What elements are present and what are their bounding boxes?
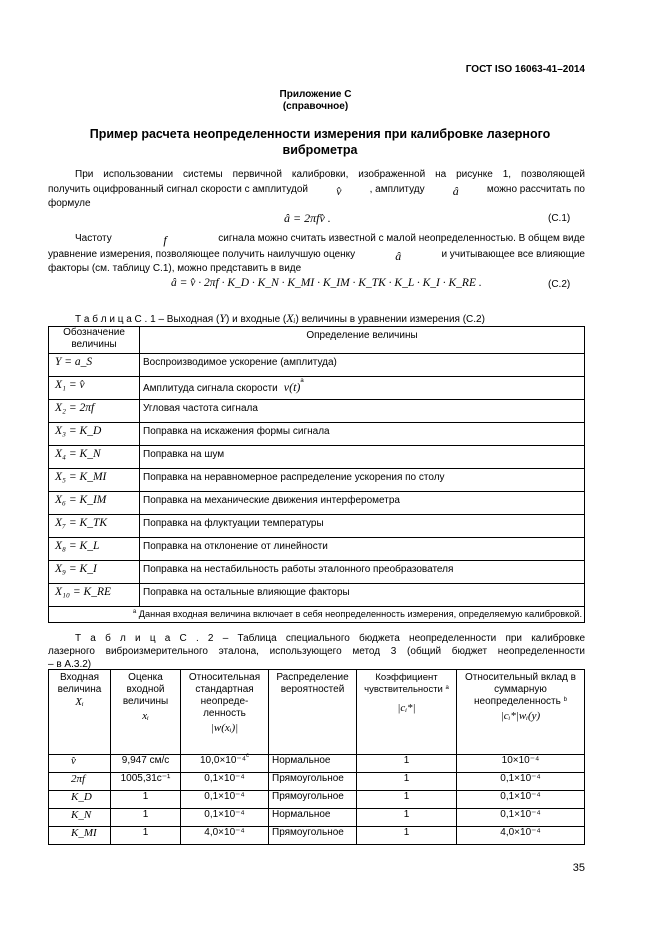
table2-coefficient-text: 1 [403, 791, 410, 802]
table1-caption-b: ) и входные ( [226, 314, 287, 325]
table1-caption-x: Xᵢ [286, 311, 296, 325]
table2-estimate [111, 773, 181, 791]
table1-footnote [49, 607, 585, 623]
table1-definition [140, 469, 585, 492]
table1-definition-text: Поправка на нестабильность работы эталонного преобразователя [143, 564, 454, 575]
table2-estimate-text: 1 [142, 827, 149, 838]
table2-h1 [49, 670, 111, 755]
para2-line1 [75, 233, 585, 248]
equation-c1: â = 2πfv̂ . [284, 211, 331, 225]
table1-definition-mark: a [300, 378, 304, 384]
para1-line1: При использовании системы первичной калибровки, изображенной на рисунке 1, позволяющей [75, 169, 585, 180]
table2-h1-sym: Xᵢ [75, 696, 84, 708]
table1-definition [140, 377, 585, 400]
table1-symbol: X₇ = K_TK [49, 515, 140, 538]
table2-uncertainty-text: 0,1×10⁻⁴ [204, 791, 245, 802]
annex-subtitle: (справочное) [282, 101, 349, 112]
table2-contribution [457, 809, 585, 827]
table2-symbol [49, 773, 111, 791]
page-number: 35 [572, 862, 585, 874]
table2-h4-label: Распределение вероятностей [276, 672, 349, 695]
table2-contribution [457, 773, 585, 791]
table2-h1-label: Входная величина [57, 672, 102, 695]
table2-coefficient-text: 1 [403, 773, 410, 784]
table2-estimate [111, 791, 181, 809]
table2-uncertainty-text: 4,0×10⁻⁴ [204, 827, 245, 838]
table1-row [49, 469, 585, 492]
table2-coefficient [357, 755, 457, 773]
table1-definition-text: Воспроизводимое ускорение (амплитуда) [143, 357, 337, 368]
table1-col1-header: Обозначение величины [49, 327, 140, 354]
table2-h6-mark: b [563, 697, 567, 703]
table2-contribution-text: 0,1×10⁻⁴ [500, 809, 541, 820]
table2-distribution-text: Нормальное [272, 809, 331, 820]
table2-symbol-text: v̂ [71, 755, 76, 767]
table1-definition [140, 354, 585, 377]
table1-row [49, 377, 585, 400]
table2-estimate-text: 1005,31c⁻¹ [120, 773, 171, 784]
table1-definition [140, 515, 585, 538]
equation-c2: â = v̂ · 2πf · K_D · K_N · K_MI · K_IM · K_TK · K_L · K_I · K_RE . [171, 277, 482, 289]
table1-row [49, 584, 585, 607]
table1-row [49, 561, 585, 584]
table2-distribution [269, 755, 357, 773]
para2-line2-a: уравнение измерения, позволяющее получить наилучшую оценку [48, 249, 356, 260]
table2-symbol-text: K_MI [71, 827, 97, 839]
table2-uncertainty-mark: c [246, 753, 249, 759]
table1-symbol: X₂ = 2πf [49, 400, 140, 423]
table1-definition [140, 423, 585, 446]
table2-coefficient [357, 809, 457, 827]
table2-estimate [111, 755, 181, 773]
para2-line2 [48, 249, 585, 264]
heading-line1: Пример расчета неопределенности измерения при калибровке лазерного [89, 127, 551, 141]
table1-symbol: X₅ = K_MI [49, 469, 140, 492]
table2-coefficient-text: 1 [403, 809, 410, 820]
table1-symbol: X₉ = K_I [49, 561, 140, 584]
table2-contribution-text: 10×10⁻⁴ [501, 755, 540, 766]
table1-definition-text: Поправка на шум [143, 449, 225, 460]
heading-line2: виброметра [282, 143, 358, 157]
table2-uncertainty [181, 791, 269, 809]
table1-definition [140, 538, 585, 561]
table1-col2-header: Определение величины [140, 327, 585, 354]
table2-coefficient-text: 1 [403, 755, 410, 766]
table2-h5 [357, 670, 457, 755]
table2-symbol-text: K_D [71, 791, 92, 803]
table2-symbol-text: K_N [71, 809, 92, 821]
table1-row [49, 538, 585, 561]
var-a-hat: â [452, 184, 459, 198]
table2-uncertainty [181, 773, 269, 791]
table2-contribution [457, 755, 585, 773]
table1-row [49, 446, 585, 469]
table2-row [49, 809, 585, 827]
table2-contribution-text: 4,0×10⁻⁴ [500, 827, 541, 838]
table2-h3-sym: |w(xᵢ)| [210, 722, 239, 734]
table2-h6-label: Относительный вклад в суммарную неопределенность [465, 672, 576, 707]
table2-contribution-text: 0,1×10⁻⁴ [500, 773, 541, 784]
var-f: f [163, 233, 167, 247]
table2-row [49, 791, 585, 809]
table2-coefficient [357, 827, 457, 845]
table2-h5-sym: |cᵢ*| [397, 702, 416, 714]
table2-caption-line3: – в А.3.2) [48, 659, 92, 670]
para2-line2-b: и учитывающее все влияющие [441, 249, 585, 260]
table1-row [49, 515, 585, 538]
table1-definition [140, 400, 585, 423]
table2-distribution [269, 791, 357, 809]
table1-symbol: X₆ = K_IM [49, 492, 140, 515]
para1-line2-b: , амплитуду [369, 184, 425, 195]
var-v-hat: v̂ [336, 184, 342, 198]
table1-definition-text: Поправка на искажения формы сигнала [143, 426, 330, 437]
table1-row [49, 354, 585, 377]
table2-uncertainty-text: 0,1×10⁻⁴ [204, 809, 245, 820]
table1-definition-text: Угловая частота сигнала [143, 403, 258, 414]
table2-h4 [269, 670, 357, 755]
table2-row [49, 773, 585, 791]
table2-symbol [49, 809, 111, 827]
table1-definition [140, 446, 585, 469]
table1-caption-a: Т а б л и ц а С . 1 – Выходная ( [75, 314, 220, 325]
table1-definition-extra: v(t) [283, 380, 301, 394]
equation-c1-number: (С.1) [548, 213, 571, 224]
table1-row [49, 423, 585, 446]
table1-caption-y: Y [219, 311, 227, 325]
footnote-text: Данная входная величина включает в себя неопределенность измерения, определяемую калибровкой. [138, 609, 582, 619]
table2-uncertainty [181, 809, 269, 827]
para2-line1-b: сигнала можно считать известной с малой неопределенностью. В общем виде [218, 233, 585, 244]
para2-line1-a: Частоту [75, 233, 112, 244]
annex-title: Приложение С [279, 89, 352, 100]
table2-estimate-text: 9,947 см/с [121, 755, 170, 766]
table2-distribution [269, 773, 357, 791]
table2-estimate [111, 827, 181, 845]
table1 [48, 326, 585, 623]
table2-caption-line2: лазерного виброизмерительного эталона, использующего метод 3 (общий бюджет неопределенности [48, 646, 585, 657]
table1-definition-text: Поправка на флуктуации температуры [143, 518, 324, 529]
table2-h2-sym: xᵢ [142, 710, 149, 722]
para1-line2-c: можно рассчитать по [486, 184, 585, 195]
table1-definition-text: Поправка на остальные влияющие факторы [143, 587, 350, 598]
table2-row [49, 755, 585, 773]
table2-h5-mark: a [445, 685, 449, 691]
table2-estimate-text: 1 [142, 809, 149, 820]
para1-line2-a: получить оцифрованный сигнал скорости с амплитудой [48, 184, 308, 195]
table2-uncertainty-text: 10,0×10⁻⁴ [199, 755, 246, 766]
table1-symbol: X₈ = K_L [49, 538, 140, 561]
table2-h6-sym: |cᵢ*|wᵢ(y) [500, 710, 541, 722]
table2-symbol [49, 755, 111, 773]
table2-estimate-text: 1 [142, 791, 149, 802]
para1-line2 [48, 184, 585, 199]
table1-caption [75, 311, 485, 326]
table1-row [49, 400, 585, 423]
footnote-mark: a [132, 609, 137, 615]
table1-symbol: X₁₀ = K_RE [49, 584, 140, 607]
table1-definition-text: Поправка на отклонение от линейности [143, 541, 328, 552]
document-id: ГОСТ ISO 16063-41–2014 [465, 64, 585, 75]
table2-coefficient [357, 791, 457, 809]
table1-definition [140, 584, 585, 607]
table1-definition [140, 561, 585, 584]
table2-coefficient-text: 1 [403, 827, 410, 838]
table2-distribution [269, 827, 357, 845]
var-a-hat-2: â [395, 249, 402, 263]
table2-h3-label: Относительная стандартная неопреде-ленность [188, 672, 261, 719]
table1-row [49, 492, 585, 515]
table2-uncertainty-text: 0,1×10⁻⁴ [204, 773, 245, 784]
table1-caption-c: ) величины в уравнении измерения (С.2) [295, 314, 485, 325]
para2-line3: факторы (см. таблицу С.1), можно представить в виде [48, 263, 302, 274]
table2-h2-label: Оценка входной величины [122, 672, 169, 707]
table1-definition-text: Амплитуда сигнала скорости [143, 383, 278, 394]
table2-distribution-text: Нормальное [272, 755, 331, 766]
table2-distribution-text: Прямоугольное [272, 773, 344, 784]
table1-definition [140, 492, 585, 515]
table2-uncertainty [181, 827, 269, 845]
table1-symbol: X₁ = v̂ [49, 377, 140, 400]
table2-caption-line1: Т а б л и ц а С . 2 – Таблица специального бюджета неопределенности при калибровке [75, 633, 585, 644]
table2-contribution [457, 827, 585, 845]
table1-definition-text: Поправка на неравномерное распределение ускорения по столу [143, 472, 445, 483]
table2-estimate [111, 809, 181, 827]
table2-h5-label: Коэффициент чувствительности [364, 672, 443, 695]
table2 [48, 669, 585, 845]
table2-h3 [181, 670, 269, 755]
table2-h2 [111, 670, 181, 755]
equation-c2-number: (С.2) [548, 279, 571, 290]
table2-coefficient [357, 773, 457, 791]
table1-symbol: X₄ = K_N [49, 446, 140, 469]
table1-symbol: X₃ = K_D [49, 423, 140, 446]
table2-distribution-text: Прямоугольное [272, 827, 344, 838]
para1-line3: формуле [48, 198, 91, 209]
table2-symbol [49, 791, 111, 809]
table1-symbol: Y = a_S [49, 354, 140, 377]
table2-row [49, 827, 585, 845]
table2-h6 [457, 670, 585, 755]
table2-distribution [269, 809, 357, 827]
table2-contribution-text: 0,1×10⁻⁴ [500, 791, 541, 802]
table2-contribution [457, 791, 585, 809]
table1-definition-text: Поправка на механические движения интерферометра [143, 495, 400, 506]
table2-uncertainty [181, 755, 269, 773]
table2-symbol [49, 827, 111, 845]
table2-symbol-text: 2πf [71, 773, 86, 785]
table2-distribution-text: Прямоугольное [272, 791, 344, 802]
